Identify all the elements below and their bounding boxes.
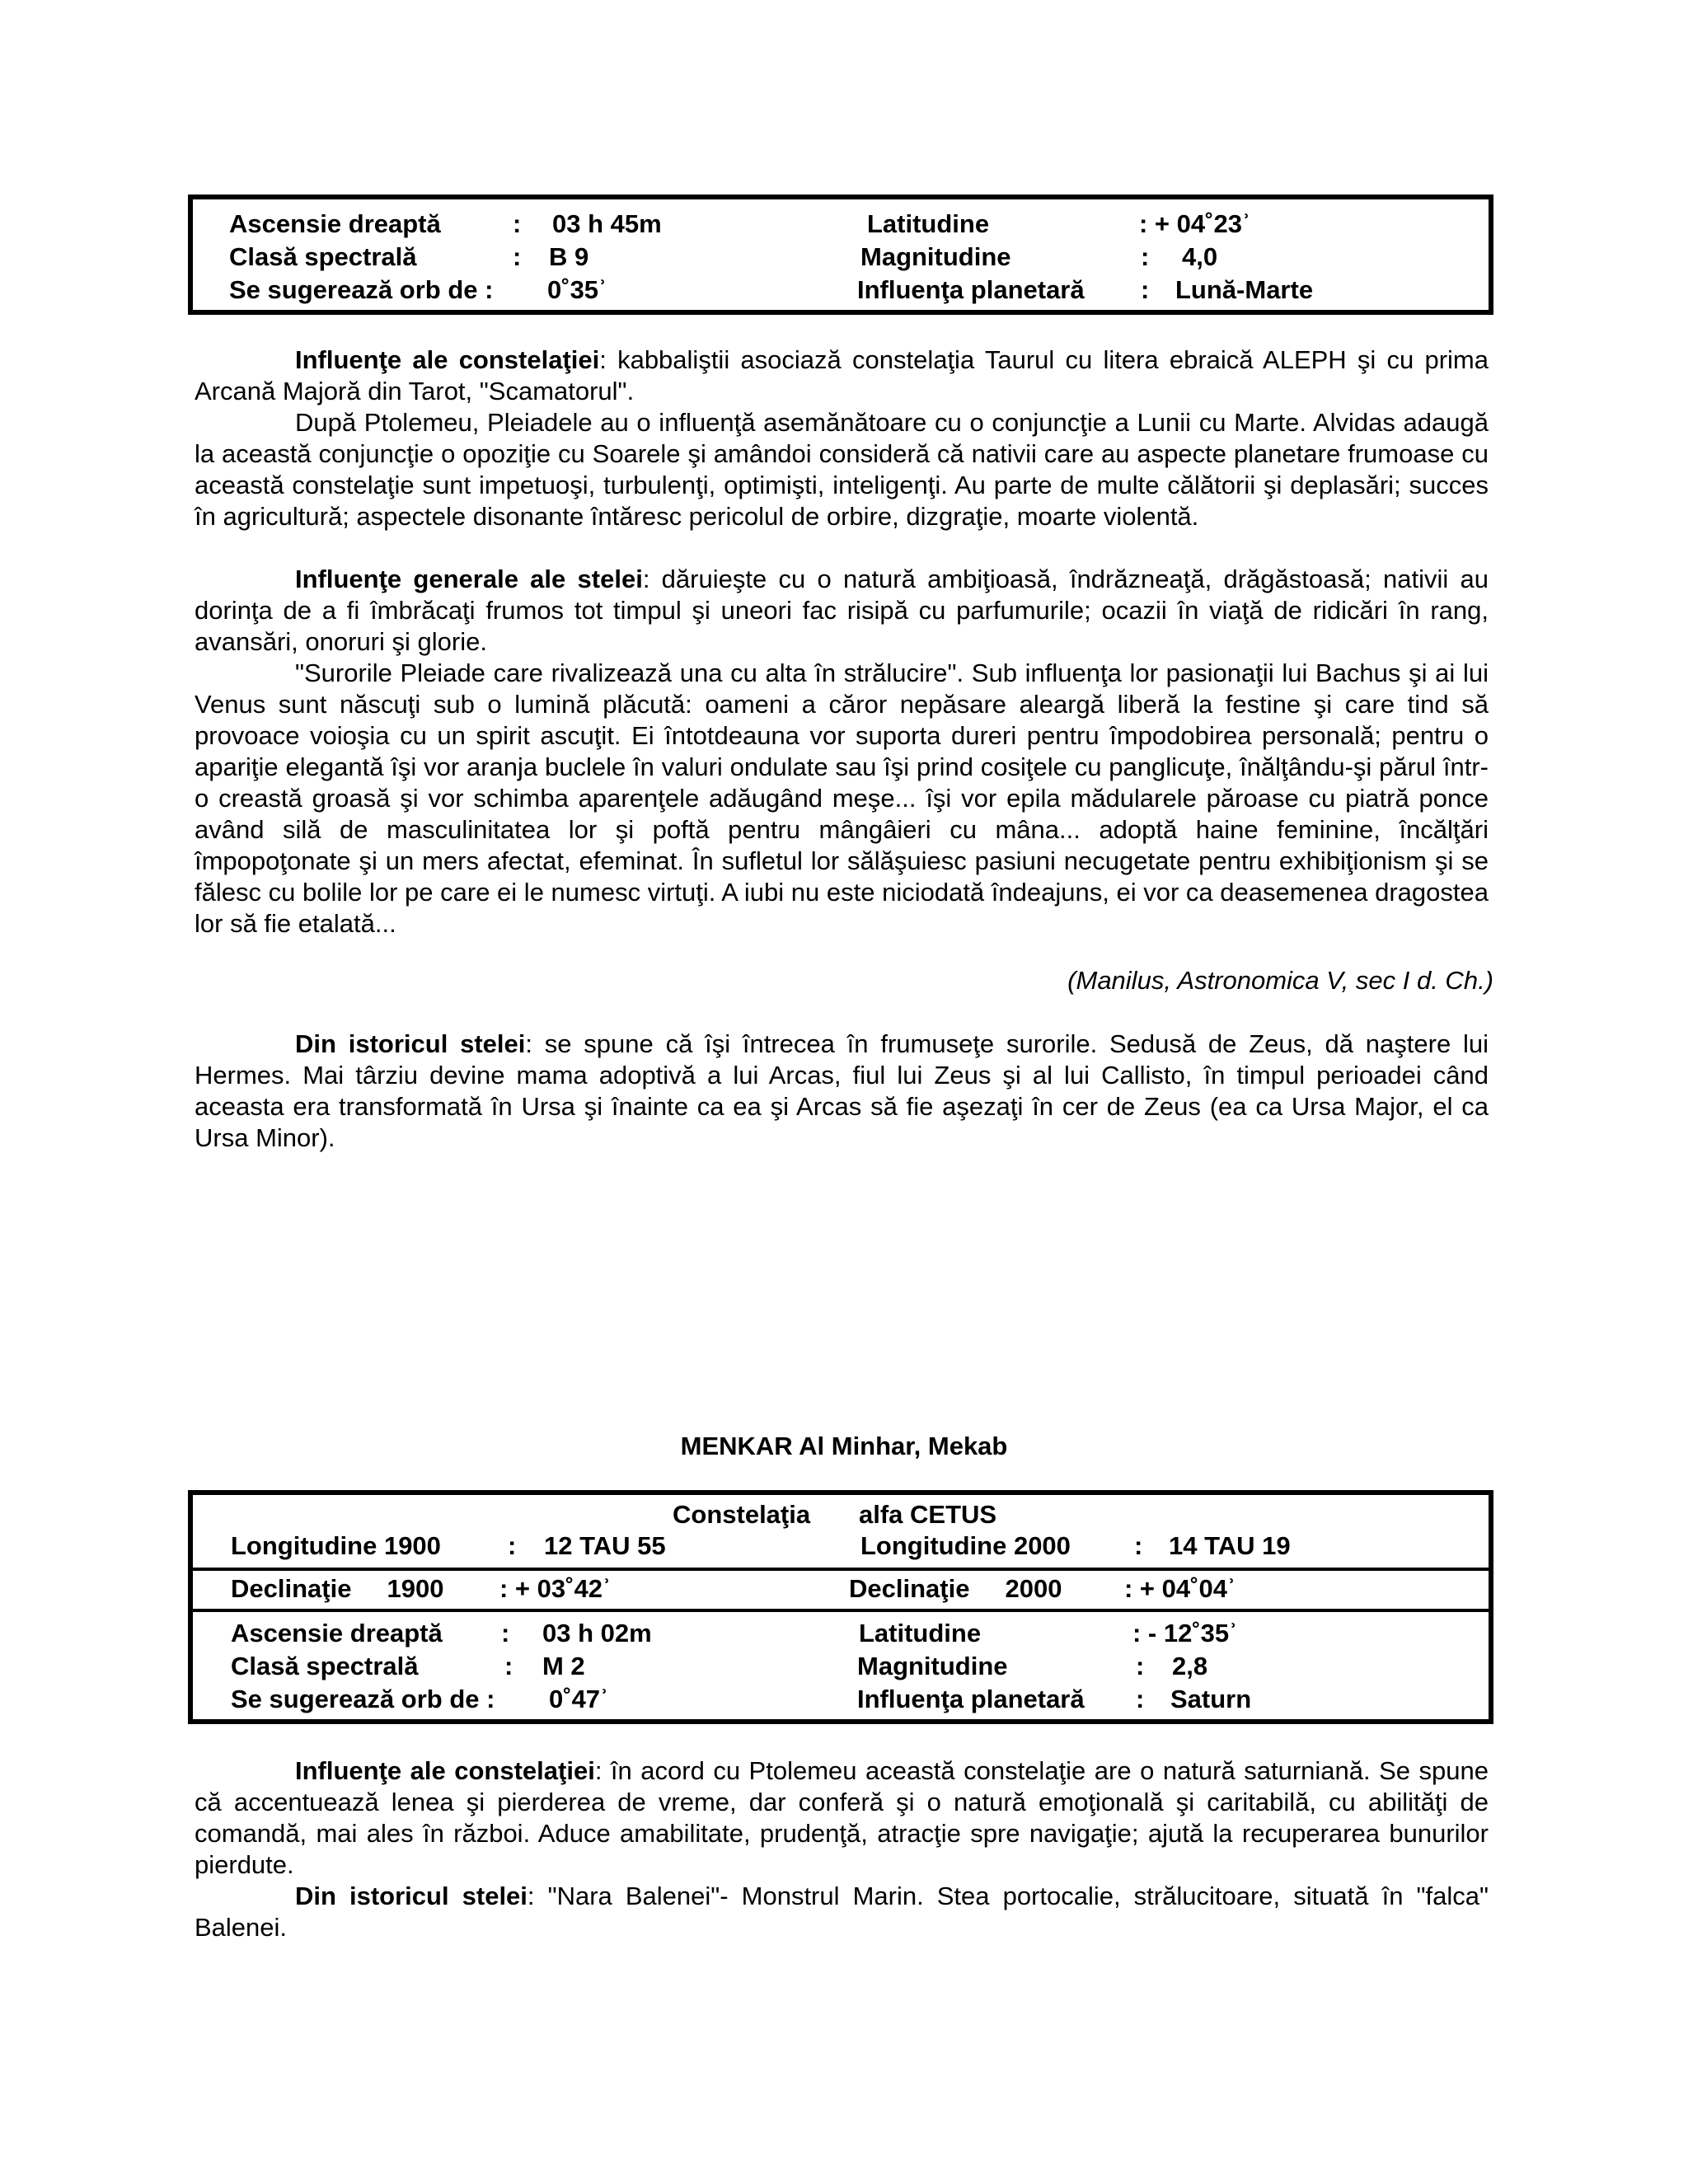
row-right-ascension <box>193 1617 1489 1650</box>
label-planetary-influence: Influenţa planetară <box>857 275 1085 304</box>
value-magnitude: 2,8 <box>1172 1652 1208 1680</box>
value-latitude: : - 12˚35ʾ <box>1132 1619 1238 1647</box>
heading-general-influences: Influenţe generale ale stelei <box>295 565 643 593</box>
value-orb: 0˚47ʾ <box>549 1685 609 1713</box>
paragraph-text: : "Nara Balenei"- Monstrul Marin. Stea portocalie, strălucitoare, situată în "falca" Balenei. <box>195 1882 1489 1942</box>
colon: : <box>1141 242 1150 271</box>
row-declination <box>193 1572 1489 1605</box>
value-planetary-influence: Saturn <box>1170 1685 1252 1713</box>
paragraph-ptolemy <box>195 407 1489 532</box>
label-longitude-1900: Longitudine 1900 <box>231 1531 441 1560</box>
citation: (Manilus, Astronomica V, sec I d. Ch.) <box>1067 966 1493 995</box>
value-declination-2000: : + 04˚04ʾ <box>1124 1574 1236 1603</box>
heading-constellation-influences: Influenţe ale constelaţiei <box>295 345 600 374</box>
heading-star-history: Din istoricul stelei <box>295 1882 528 1910</box>
colon: : <box>1134 1531 1143 1560</box>
label-right-ascension: Ascensie dreaptă <box>231 1619 443 1647</box>
label-latitude: Latitudine <box>867 209 990 238</box>
paragraph-text: După Ptolemeu, Pleiadele au o influenţă asemănătoare cu o conjuncţie a Lunii cu Marte. Alvidas adaugă la această conjuncţie o opoziţie cu Soarele şi amândoi consideră că nativii care au aspecte planetare frumoase cu această constelaţie sunt impetuoşi, turbulenţi, optimişti, inteligenţi. Au parte de multe călătorii şi deplasări; succes în agricultură; aspectele disonante întăresc pericolul de orbire, dizgraţie, moarte violentă. <box>195 408 1489 531</box>
paragraph-star-history-2 <box>195 1881 1489 1943</box>
label-constellation: Constelaţia <box>673 1500 811 1529</box>
paragraph-star-history <box>195 1029 1489 1154</box>
colon: : <box>504 1652 513 1680</box>
value-right-ascension: 03 h 02m <box>542 1619 652 1647</box>
value-right-ascension: 03 h 45m <box>552 209 662 238</box>
label-spectral-class: Clasă spectrală <box>229 242 417 271</box>
colon: : <box>513 242 522 271</box>
value-spectral-class: B 9 <box>549 242 589 271</box>
star-title-menkar: MENKAR Al Minhar, Mekab <box>680 1432 1008 1460</box>
value-latitude: : + 04˚23ʾ <box>1139 209 1251 238</box>
paragraph-text: : se spune că îşi întrecea în frumuseţe surorile. Sedusă de Zeus, dă naştere lui Hermes. Mai târziu devine mama adoptivă a lui Arcas, fiul lui Zeus şi al lui Callisto, în timpul perioadei când aceasta era transformată în Ursa şi înainte ca ea şi Arcas să fie aşezaţi în cer de Zeus (ea ca Ursa Major, el ca Ursa Minor). <box>195 1029 1489 1152</box>
label-declination-2000: Declinaţie 2000 <box>849 1574 1062 1603</box>
paragraph-text: : dăruieşte cu o natură ambiţioasă, îndrăzneaţă, drăgăstoasă; nativii au dorinţa de a fi îmbrăcaţi frumos tot timpul şi uneori fac risipă cu parfumurile; ocazii în viaţă de ridicări în rang, avansări, onoruri şi glorie. <box>195 565 1489 656</box>
label-planetary-influence: Influenţa planetară <box>857 1685 1085 1713</box>
label-orb: Se sugerează orb de : <box>231 1685 495 1713</box>
paragraph-general-influences <box>195 564 1489 658</box>
colon: : <box>508 1531 517 1560</box>
paragraph-text: : în acord cu Ptolemeu această constelaţie are o natură saturniană. Se spune că accentuează lenea şi pierderea de vreme, dar conferă şi o natură emoţională şi caritabilă, cu abilităţi de comandă, mai ales în război. Aduce amabilitate, prudenţă, atracţie spre navigaţie; ajută la recuperarea bunurilor pierdute. <box>195 1756 1489 1879</box>
value-declination-1900: : + 03˚42ʾ <box>499 1574 612 1603</box>
colon: : <box>1136 1652 1145 1680</box>
value-magnitude: 4,0 <box>1182 242 1218 271</box>
label-longitude-2000: Longitudine 2000 <box>860 1531 1071 1560</box>
row-orb <box>193 1683 1489 1716</box>
value-spectral-class: M 2 <box>542 1652 585 1680</box>
table-divider <box>193 1568 1489 1571</box>
colon: : <box>1136 1685 1145 1713</box>
row-constellation <box>193 1498 1489 1531</box>
heading-star-history: Din istoricul stelei <box>295 1029 526 1058</box>
row-longitude <box>193 1530 1489 1563</box>
label-declination-1900: Declinaţie 1900 <box>231 1574 444 1603</box>
star-data-table-1 <box>188 194 1493 315</box>
heading-constellation-influences: Influenţe ale constelaţiei <box>295 1756 595 1785</box>
paragraph-constellation-influences-2 <box>195 1755 1489 1881</box>
colon: : <box>1141 275 1150 304</box>
value-longitude-1900: 12 TAU 55 <box>544 1531 666 1560</box>
label-latitude: Latitudine <box>859 1619 982 1647</box>
row-spectral-class <box>193 1650 1489 1683</box>
value-longitude-2000: 14 TAU 19 <box>1169 1531 1291 1560</box>
value-orb: 0˚35ʾ <box>547 275 607 304</box>
star-data-table-2 <box>188 1490 1493 1724</box>
row-orb <box>193 274 1489 307</box>
label-magnitude: Magnitudine <box>857 1652 1008 1680</box>
row-spectral-class <box>193 241 1489 274</box>
label-magnitude: Magnitudine <box>860 242 1011 271</box>
row-right-ascension <box>193 208 1489 241</box>
paragraph-text: "Surorile Pleiade care rivalizează una cu alta în strălucire". Sub influenţa lor pasionaţii lui Bachus şi ai lui Venus sunt născuţi sub o lumină plăcută: oameni a căror nepăsare aleargă liberă la festine şi care tind să provoace voioşia cu un spirit ascuţit. Ei întotdeauna vor suporta dureri pentru împodobirea personală; pentru o apariţie elegantă îşi vor aranja buclele în valuri ondulate sau îşi prind cosiţele cu panglicuţe, înălţându-şi părul într-o creastă groasă şi vor schimba aparenţele adăugând meşe... îşi vor epila mădularele păroase cu piatră ponce având silă de masculinitatea lor şi poftă pentru mângâieri cu mâna... adoptă haine feminine, încălţări împopoţonate şi un mers afectat, efeminat. În sufletul lor sălăşuiesc pasiuni necugetate pentru exhibiţionism şi se fălesc cu bolile lor pe care ei le numesc virtuţi. A iubi nu este niciodată îndeajuns, ei vor ca deasemenea dragostea lor să fie etalată... <box>195 658 1489 938</box>
label-right-ascension: Ascensie dreaptă <box>229 209 441 238</box>
colon: : <box>513 209 522 238</box>
label-orb: Se sugerează orb de : <box>229 275 494 304</box>
label-spectral-class: Clasă spectrală <box>231 1652 419 1680</box>
colon: : <box>501 1619 510 1647</box>
value-constellation: alfa CETUS <box>859 1500 997 1529</box>
table-divider <box>193 1609 1489 1612</box>
paragraph-constellation-influences <box>195 344 1489 407</box>
value-planetary-influence: Lună-Marte <box>1175 275 1314 304</box>
paragraph-text: : kabbaliştii asociază constelaţia Taurul cu litera ebraică ALEPH şi cu prima Arcană Majoră din Tarot, "Scamatorul". <box>195 345 1489 405</box>
paragraph-quote <box>195 658 1489 940</box>
